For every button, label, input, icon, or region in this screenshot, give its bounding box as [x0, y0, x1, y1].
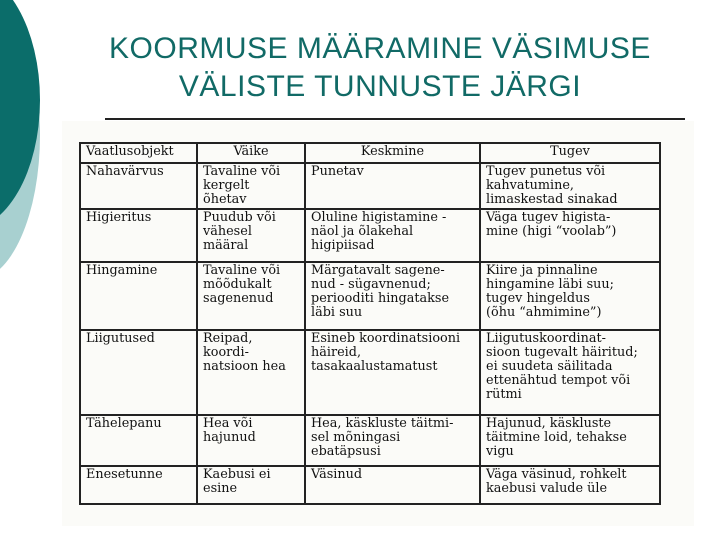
table-row: [80, 415, 660, 465]
cell-tugev: Väga tugev higista- mine (higi “voolab”): [480, 209, 660, 261]
slide-title-line-2: VÄLISTE TUNNUSTE JÄRGI: [178, 70, 582, 103]
cell-vaike: Reipad, koordi- natsioon hea: [197, 330, 305, 415]
table-row: [80, 466, 660, 504]
row-label: Tähelepanu: [80, 415, 197, 465]
header-vaike: Väike: [197, 143, 305, 163]
table-header-row: [80, 143, 660, 163]
slide-title-line-1: KOORMUSE MÄÄRAMINE VÄSIMUSE: [109, 32, 651, 65]
slide-title: [60, 30, 700, 106]
table-row: [80, 209, 660, 261]
row-label: Higieritus: [80, 209, 197, 261]
cell-vaike: Hea või hajunud: [197, 415, 305, 465]
cell-keskmine: Punetav: [305, 163, 480, 209]
cell-tugev: Kiire ja pinnaline hingamine läbi suu; tugev hingeldus (õhu “ahmimine”): [480, 262, 660, 331]
table-row: [80, 163, 660, 209]
header-keskmine: Keskmine: [305, 143, 480, 163]
cell-vaike: Kaebusi ei esine: [197, 466, 305, 504]
cell-vaike: Puudub või vähesel määral: [197, 209, 305, 261]
row-label: Nahavärvus: [80, 163, 197, 209]
header-vaatlusobjekt: Vaatlusobjekt: [80, 143, 197, 163]
fatigue-signs-table: [79, 142, 661, 505]
cell-tugev: Väga väsinud, rohkelt kaebusi valude üle: [480, 466, 660, 504]
cell-tugev: Liigutuskoordinat- sioon tugevalt häiritud; ei suudeta säilitada ettenähtud tempot või rütmi: [480, 330, 660, 415]
cell-keskmine: Hea, käskluste täitmi- sel mõningasi ebatäpsusi: [305, 415, 480, 465]
decorative-circles: [0, 0, 60, 300]
cell-vaike: Tavaline või kergelt õhetav: [197, 163, 305, 209]
table-row: [80, 262, 660, 331]
title-divider: [105, 118, 685, 120]
table-row: [80, 330, 660, 415]
row-label: Liigutused: [80, 330, 197, 415]
row-label: Enesetunne: [80, 466, 197, 504]
cell-keskmine: Oluline higistamine - näol ja õlakehal higipiisad: [305, 209, 480, 261]
cell-keskmine: Esineb koordinatsiooni häireid, tasakaalustamatust: [305, 330, 480, 415]
cell-keskmine: Märgatavalt sagene- nud - sügavnenud; periooditi hingatakse läbi suu: [305, 262, 480, 331]
header-tugev: Tugev: [480, 143, 660, 163]
cell-tugev: Tugev punetus või kahvatumine, limaskestad sinakad: [480, 163, 660, 209]
cell-keskmine: Väsinud: [305, 466, 480, 504]
cell-vaike: Tavaline või mõõdukalt sagenenud: [197, 262, 305, 331]
row-label: Hingamine: [80, 262, 197, 331]
cell-tugev: Hajunud, käskluste täitmine loid, tehakse vigu: [480, 415, 660, 465]
